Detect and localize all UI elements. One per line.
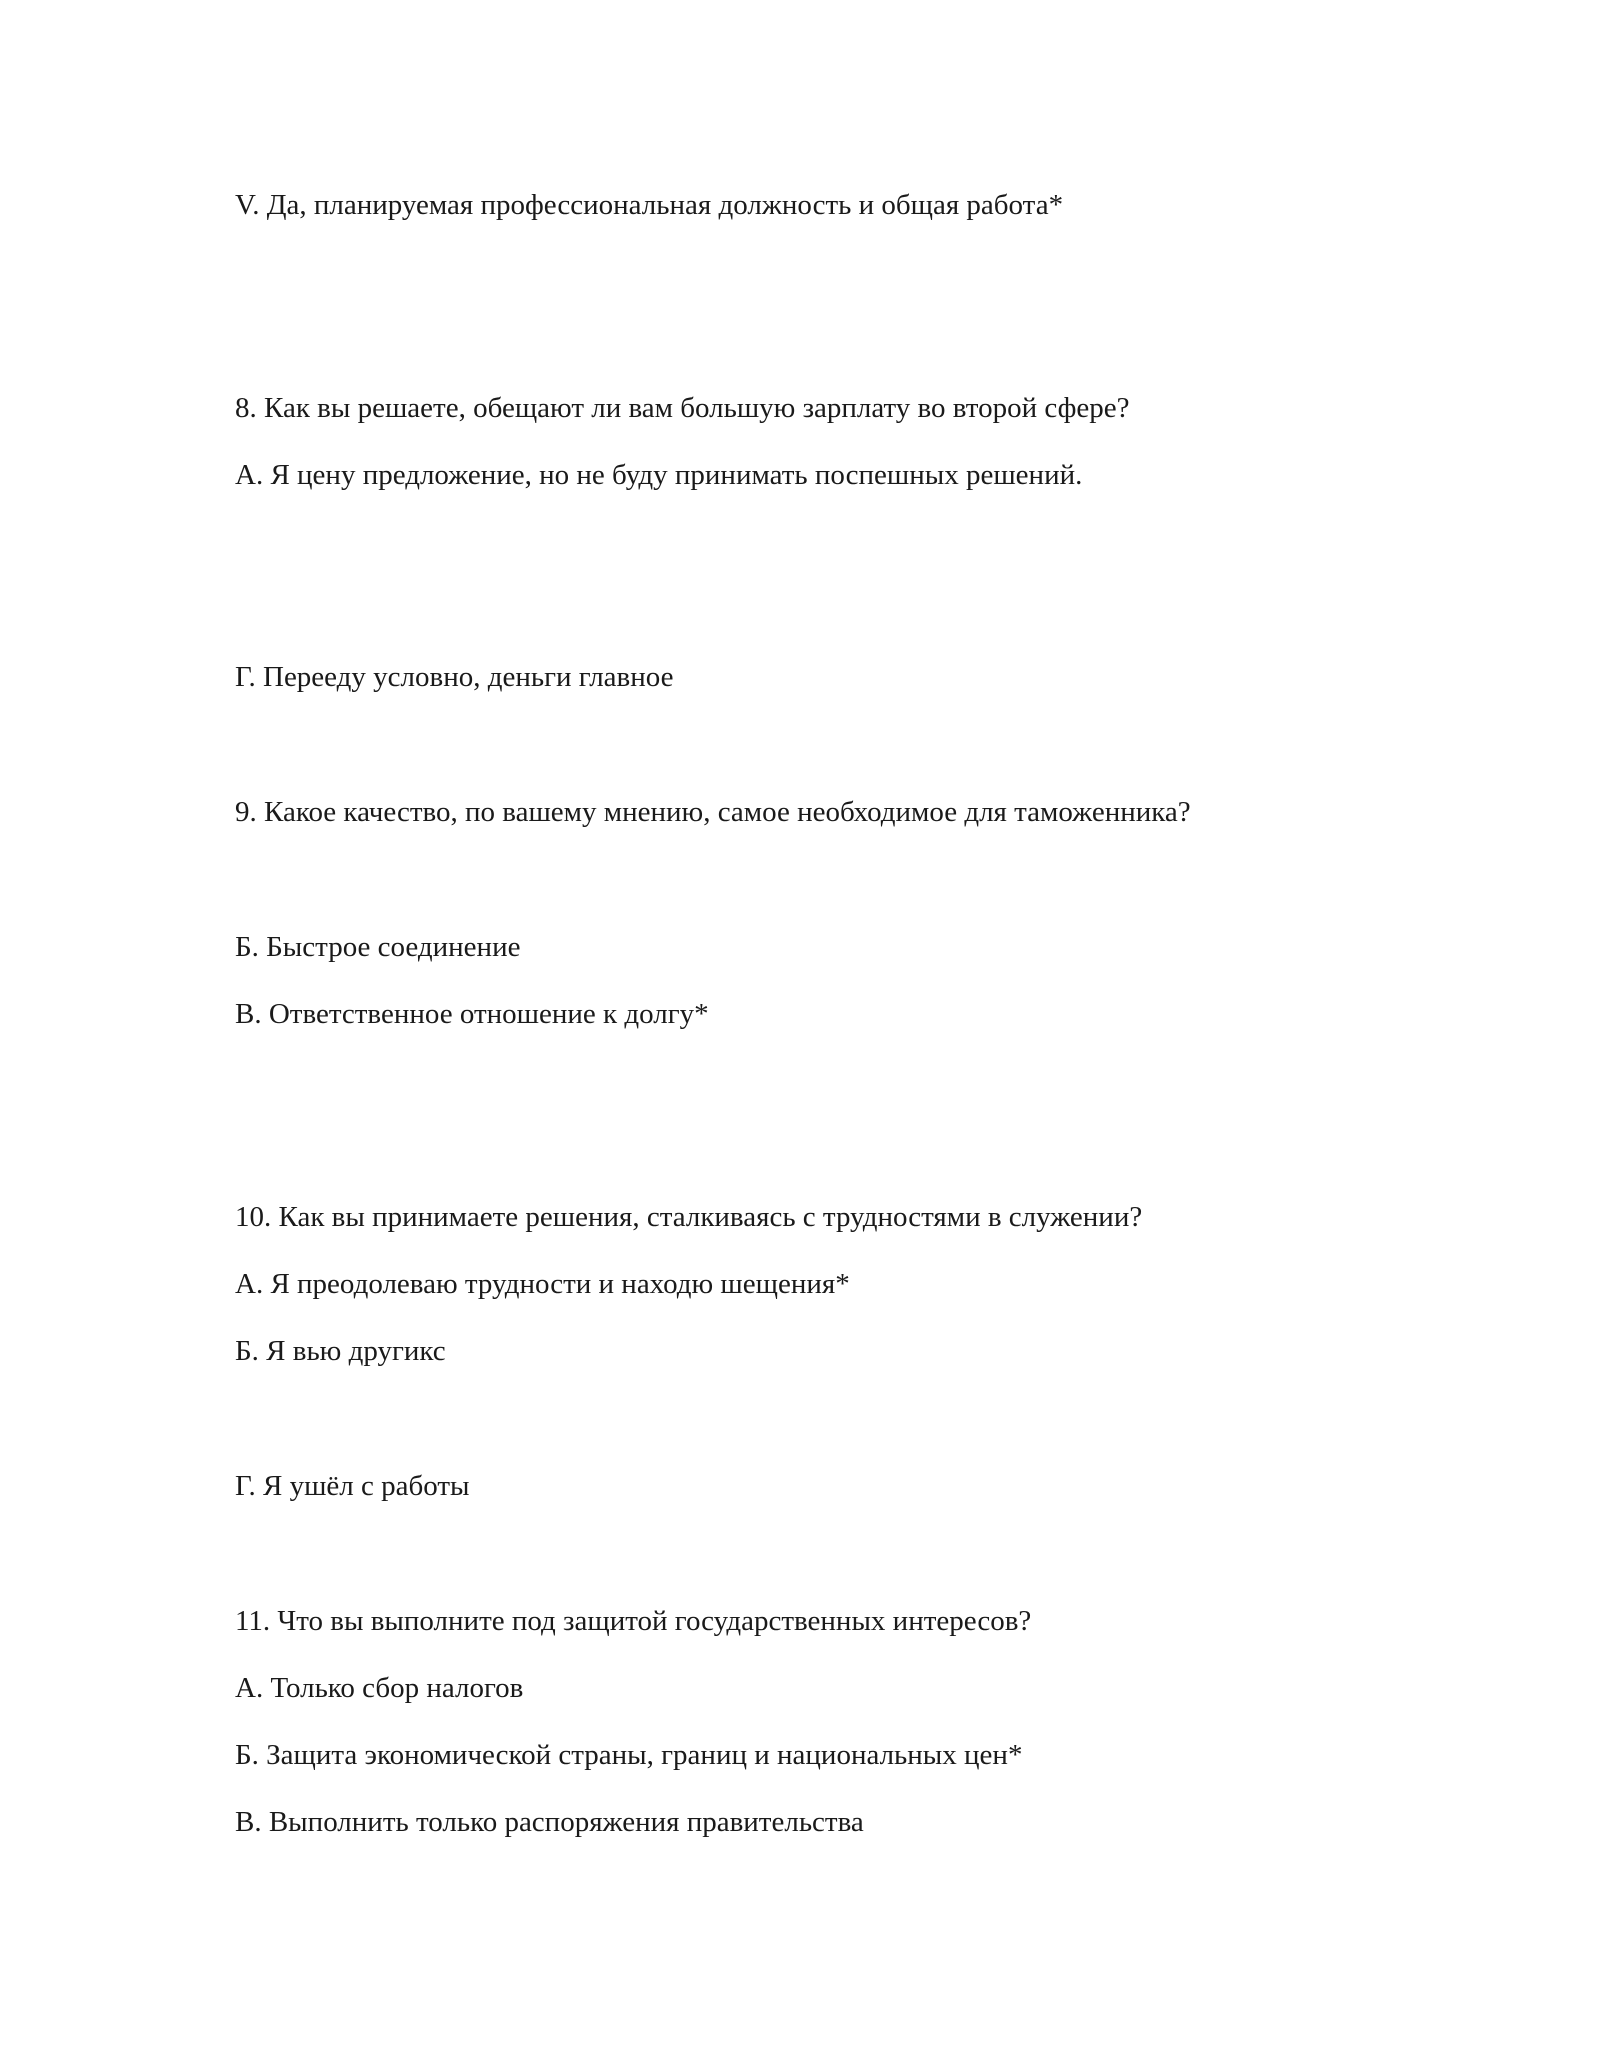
answer-option-b: Б. Защита экономической страны, границ и национальных цен* <box>235 1739 1023 1771</box>
answer-option-b: Б. Я вью другикс <box>235 1335 446 1367</box>
answer-option-a: А. Я преодолеваю трудности и находю шещения* <box>235 1268 850 1300</box>
answer-option-a: А. Только сбор налогов <box>235 1672 524 1704</box>
question-8: 8. Как вы решаете, обещают ли вам большую зарплату во второй сфере? <box>235 392 1130 424</box>
answer-option-v: V. Да, планируемая профессиональная должность и общая работа* <box>235 189 1064 221</box>
answer-option-g: Г. Перееду условно, деньги главное <box>235 661 674 693</box>
answer-option-v: В. Ответственное отношение к долгу* <box>235 998 709 1030</box>
question-11: 11. Что вы выполните под защитой государственных интересов? <box>235 1605 1032 1637</box>
answer-option-a: А. Я цену предложение, но не буду принимать поспешных решений. <box>235 459 1083 491</box>
question-9: 9. Какое качество, по вашему мнению, самое необходимое для таможенника? <box>235 796 1191 828</box>
answer-option-b: Б. Быстрое соединение <box>235 931 521 963</box>
answer-option-v: В. Выполнить только распоряжения правительства <box>235 1806 864 1838</box>
answer-option-g: Г. Я ушёл с работы <box>235 1470 470 1502</box>
question-10: 10. Как вы принимаете решения, сталкиваясь с трудностями в служении? <box>235 1201 1143 1233</box>
